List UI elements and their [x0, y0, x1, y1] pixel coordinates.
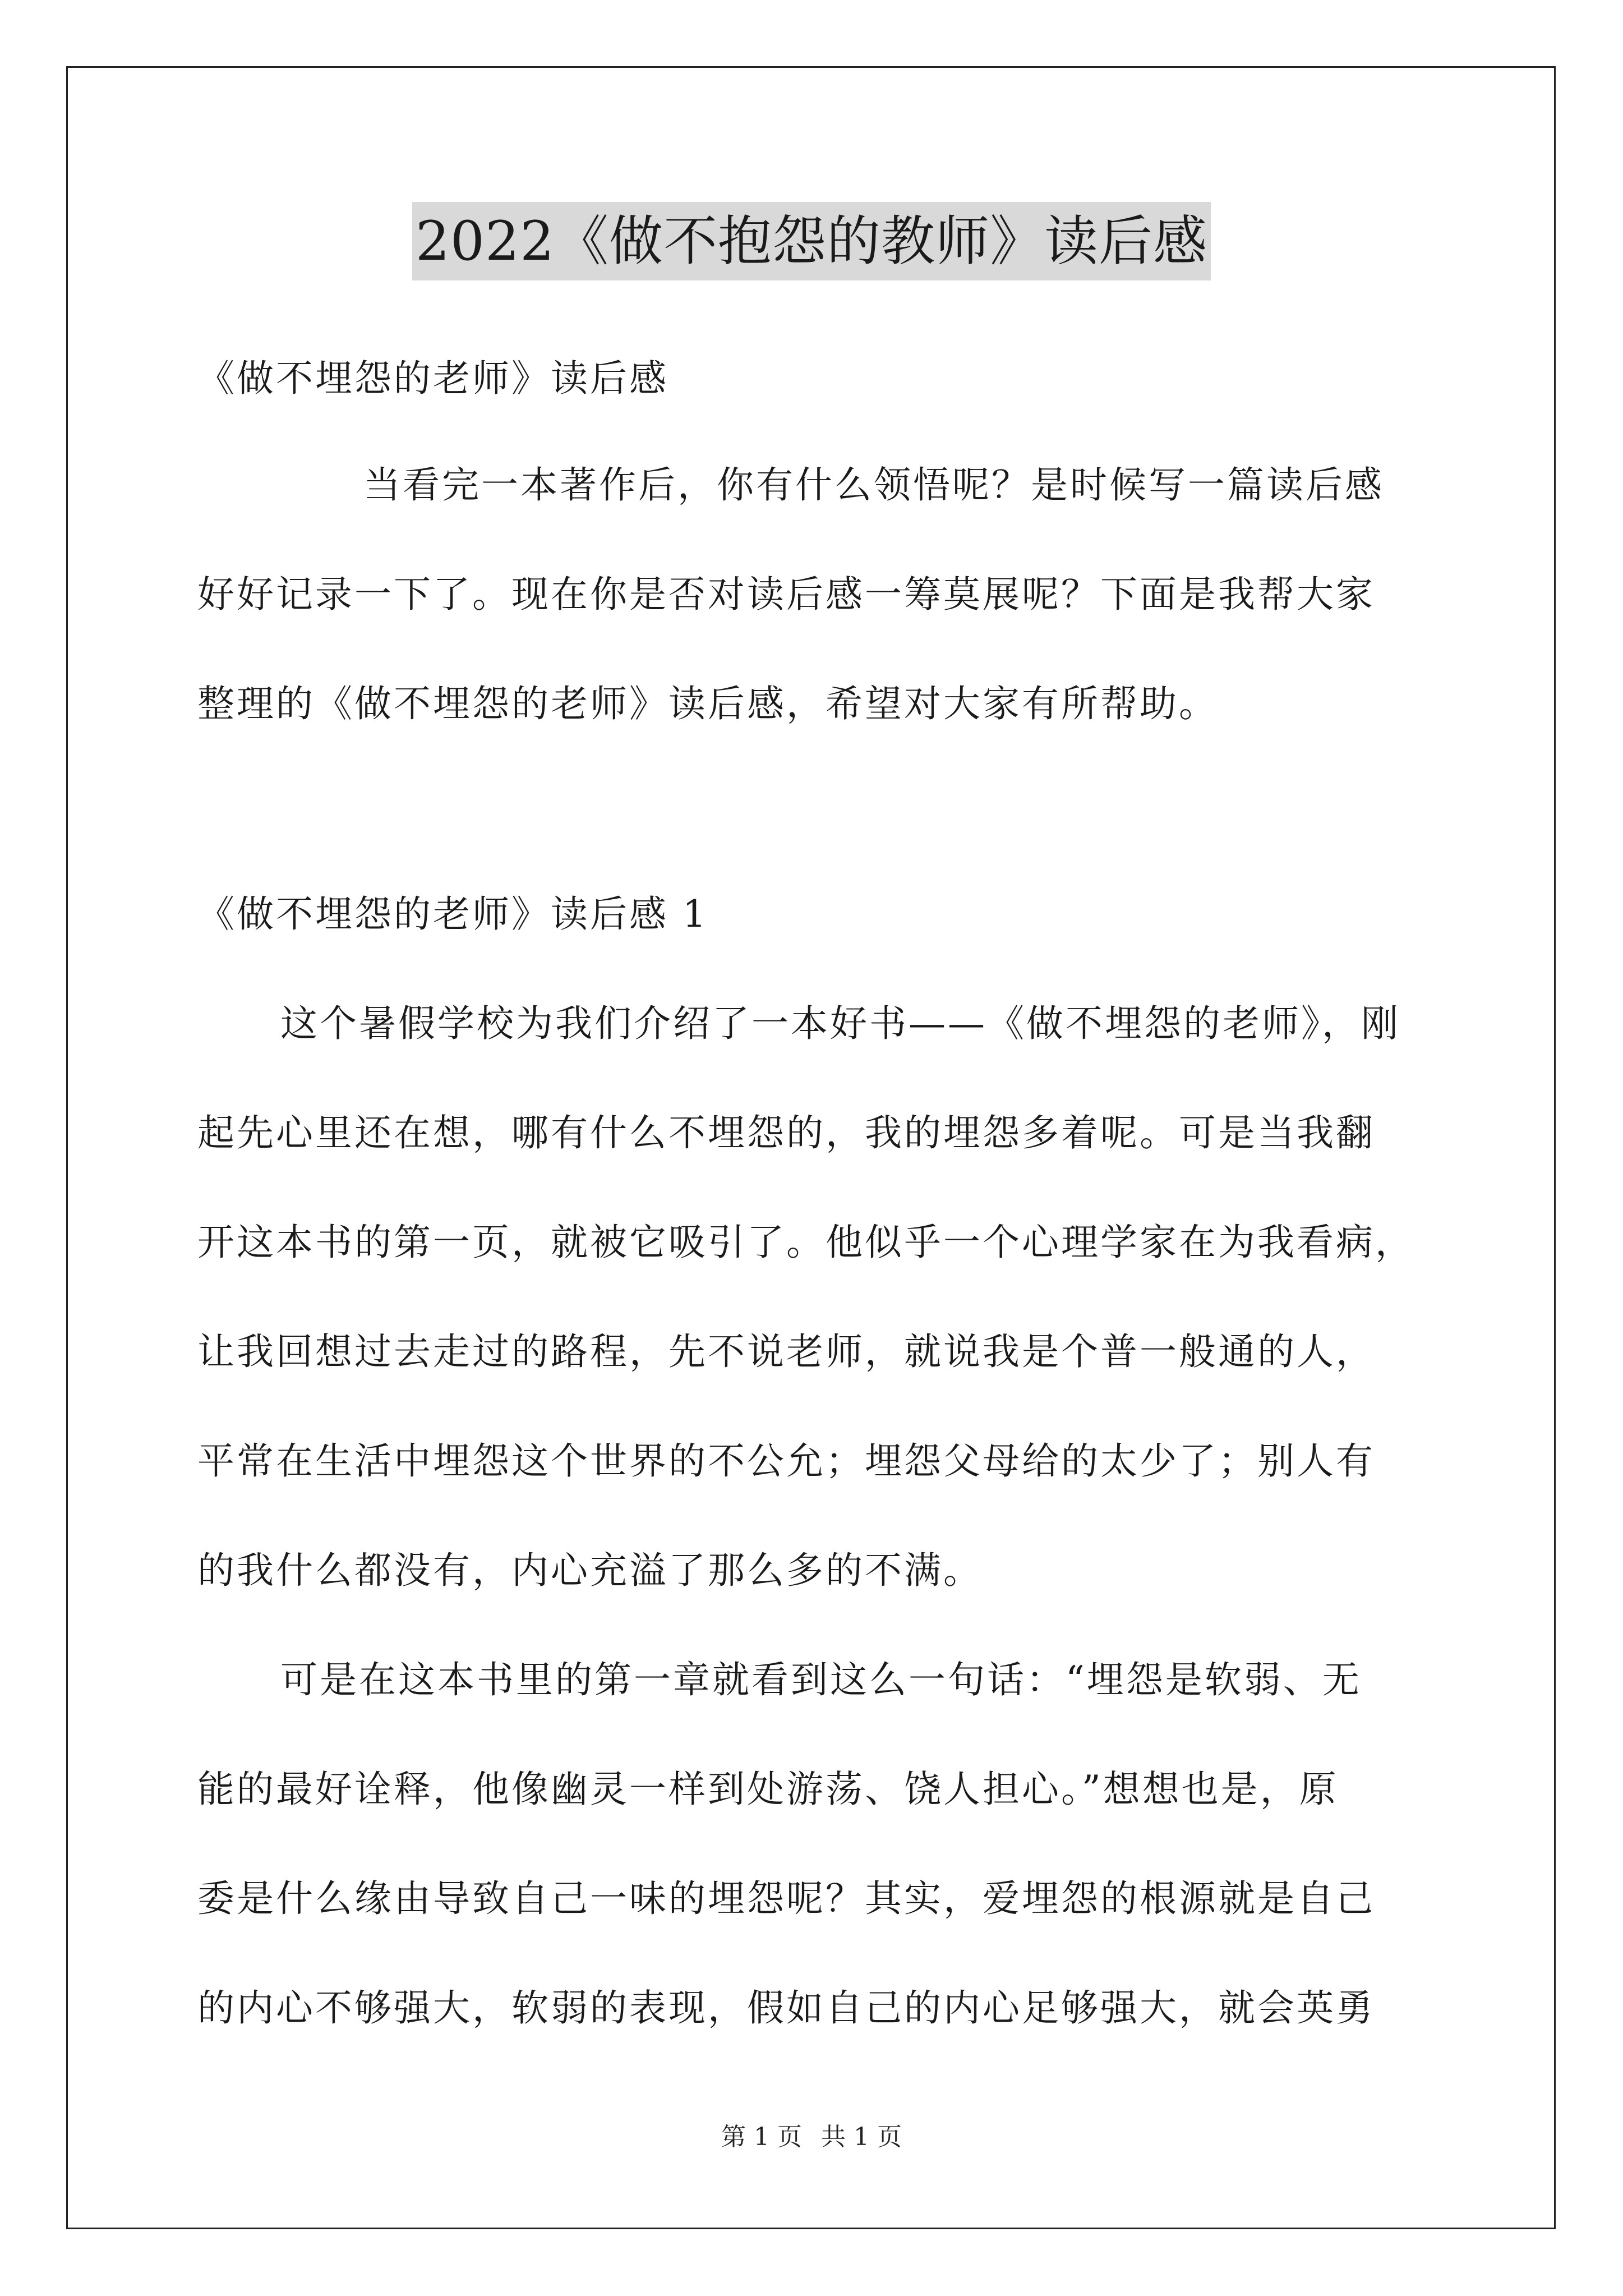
- intro-line-2: 好好记录一下了。现在你是否对读后感一筹莫展呢？下面是我帮大家: [197, 573, 1375, 616]
- subtitle-line: 《做不埋怨的老师》读后感: [197, 357, 668, 400]
- intro-line-3: 整理的《做不埋怨的老师》读后感，希望对大家有所帮助。: [197, 682, 1218, 725]
- body-line-8: 能的最好诠释，他像幽灵一样到处游荡、饶人担心。”想想也是，原: [197, 1768, 1339, 1811]
- body-line-10: 的内心不够强大，软弱的表现，假如自己的内心足够强大，就会英勇: [197, 1986, 1375, 2030]
- body-line-9: 委是什么缘由导致自己一味的埋怨呢？其实，爱埋怨的根源就是自己: [197, 1877, 1375, 1920]
- body-line-2: 起先心里还在想，哪有什么不埋怨的，我的埋怨多着呢。可是当我翻: [197, 1111, 1375, 1154]
- body-line-5: 平常在生活中埋怨这个世界的不公允；埋怨父母给的太少了；别人有: [197, 1439, 1375, 1483]
- footer-page-total: 共 1 页: [821, 2123, 902, 2151]
- body-line-1: 这个暑假学校为我们介绍了一本好书——《做不埋怨的老师》，刚: [280, 1002, 1400, 1045]
- body-line-3: 开这本书的第一页，就被它吸引了。他似乎一个心理学家在为我看病，: [197, 1221, 1414, 1264]
- title-wrap: [0, 202, 1623, 280]
- intro-line-1: 当看完一本著作后，你有什么领悟呢？是时候写一篇读后感: [363, 463, 1384, 507]
- footer-page-current: 第 1 页: [721, 2123, 802, 2151]
- body-line-7: 可是在这本书里的第一章就看到这么一句话：“埋怨是软弱、无: [280, 1658, 1362, 1701]
- section-heading: 《做不埋怨的老师》读后感 1: [197, 892, 708, 936]
- body-line-6: 的我什么都没有，内心充溢了那么多的不满。: [197, 1549, 983, 1592]
- page-footer: [0, 2120, 1623, 2154]
- document-title: 2022《做不抱怨的教师》读后感: [412, 202, 1211, 280]
- body-line-4: 让我回想过去走过的路程，先不说老师，就说我是个普一般通的人，: [197, 1330, 1375, 1373]
